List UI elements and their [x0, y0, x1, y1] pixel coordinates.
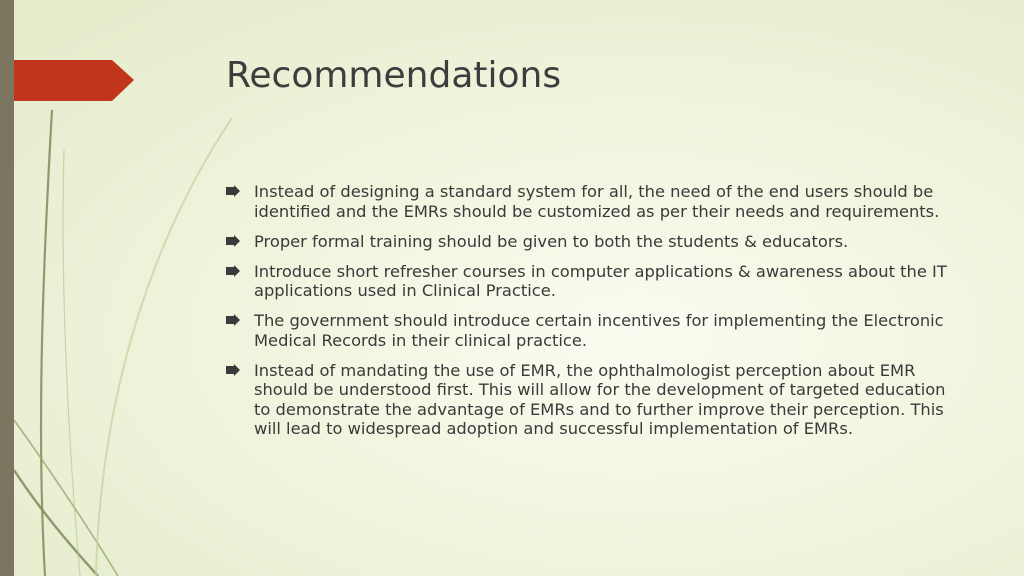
bullet-list — [254, 182, 954, 449]
arrow-bullet-icon — [226, 235, 240, 247]
bullet-text: Instead of designing a standard system for all, the need of the end users should be identified and the EMRs should be customized as per their needs and requirements. — [254, 182, 940, 221]
bullet-text: The government should introduce certain incentives for implementing the Electronic Medical Records in their clinical practice. — [254, 311, 944, 350]
bullet-item — [254, 311, 954, 350]
arrow-bullet-icon — [226, 314, 240, 326]
bullet-text: Proper formal training should be given to both the students & educators. — [254, 231, 849, 251]
arrow-bullet-icon — [226, 265, 240, 277]
arrow-bullet-icon — [226, 185, 240, 197]
slide-title: Recommendations — [226, 55, 562, 96]
title-accent-arrow — [0, 0, 140, 110]
bullet-item — [254, 232, 954, 252]
bullet-item — [254, 262, 954, 301]
left-accent-bar — [0, 0, 14, 576]
bullet-text: Introduce short refresher courses in computer applications & awareness about the IT applications used in Clinical Practice. — [254, 261, 947, 300]
bullet-text: Instead of mandating the use of EMR, the ophthalmologist perception about EMR should be understood first. This will allow for the development of targeted education to demonstrate the advantage of EMRs and to further improve their perception. This will lead to widespread adoption and successful implementation of EMRs. — [254, 360, 946, 438]
bullet-item — [254, 361, 954, 439]
arrow-bullet-icon — [226, 364, 240, 376]
bullet-item — [254, 182, 954, 221]
